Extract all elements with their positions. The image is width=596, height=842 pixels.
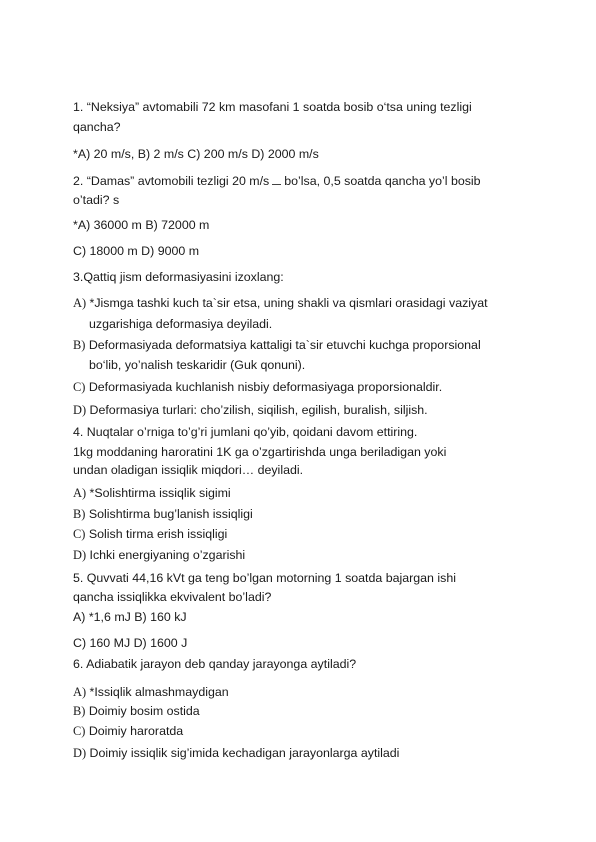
q4-d-prefix: D) xyxy=(73,548,87,562)
q6-title: 6. Adiabatik jarayon deb qanday jarayonga aytiladi? xyxy=(73,657,357,671)
q4-c-text: Solish tirma erish issiqligi xyxy=(85,527,228,541)
q5-line-1: 5. Quvvati 44,16 kVt ga teng bo’lgan motorning 1 soatda bajargan ishi xyxy=(73,571,456,585)
q3-option-b xyxy=(73,337,481,353)
q4-a-prefix: A) xyxy=(73,486,87,500)
q3-a-line-1: *Jismga tashki kuch ta`sir etsa, uning shakli va qismlari orasidagi vaziyat xyxy=(86,296,488,310)
q4-option-d xyxy=(73,547,245,563)
q5-line-2: qancha issiqlikka ekvivalent bo’ladi? xyxy=(73,590,272,604)
q6-c-prefix: C) xyxy=(73,724,86,738)
q3-b-line-1: Deformasiyada deformatsiya kattaligi ta`sir etuvchi kuchga proporsional xyxy=(85,338,481,352)
q3-b-prefix: B) xyxy=(73,338,86,352)
q2-line-1a: 2. “Damas” avtomobili tezligi 20 m/s xyxy=(73,174,270,188)
q2-options-1: *A) 36000 m B) 72000 m xyxy=(73,218,210,232)
q2-line-1b: bo’lsa, 0,5 soatda qancha yo’l bosib xyxy=(284,174,481,188)
q4-line-2: 1kg moddaning haroratini 1K ga o’zgartirishda unga beriladigan yoki xyxy=(73,445,447,459)
q4-option-b xyxy=(73,506,253,522)
q6-b-prefix: B) xyxy=(73,704,86,718)
q2-line-2: o’tadi? s xyxy=(73,193,120,207)
q4-b-text: Solishtirma bug’lanish issiqligi xyxy=(85,507,253,521)
q3-option-a xyxy=(73,295,488,311)
q3-d-prefix: D) xyxy=(73,403,87,417)
q6-b-text: Doimiy bosim ostida xyxy=(85,704,200,718)
q3-option-c xyxy=(73,379,442,395)
q3-b-line-2: bo‘lib, yo’nalish teskaridir (Guk qonuni). xyxy=(89,358,306,372)
q4-line-3: undan oladigan issiqlik miqdori… deyiladi. xyxy=(73,463,304,477)
q2-line-1 xyxy=(73,173,481,189)
q4-option-a xyxy=(73,485,231,501)
q5-options-2: C) 160 MJ D) 1600 J xyxy=(73,636,188,650)
q3-d-text: Deformasiya turlari: cho’zilish, siqilish, egilish, buralish, siljish. xyxy=(86,403,428,417)
q6-option-c xyxy=(73,723,183,739)
q6-option-a xyxy=(73,684,229,700)
q5-options-1: A) *1,6 mJ B) 160 kJ xyxy=(73,610,187,624)
q4-b-prefix: B) xyxy=(73,507,86,521)
q2-options-2: C) 18000 m D) 9000 m xyxy=(73,244,200,258)
q4-option-c xyxy=(73,526,227,542)
q6-d-prefix: D) xyxy=(73,746,87,760)
q3-option-d xyxy=(73,402,428,418)
q6-c-text: Doimiy haroratda xyxy=(85,724,184,738)
q1-line-1: 1. “Neksiya” avtomabili 72 km masofani 1 soatda bosib o‘tsa uning tezligi xyxy=(73,100,472,114)
q6-option-d xyxy=(73,745,399,761)
q4-c-prefix: C) xyxy=(73,527,86,541)
q6-a-prefix: A) xyxy=(73,685,87,699)
q6-option-b xyxy=(73,703,200,719)
blank-mark-icon xyxy=(272,180,281,185)
q1-line-2: qancha? xyxy=(73,120,121,134)
q4-a-text: *Solishtirma issiqlik sigimi xyxy=(86,486,231,500)
q3-a-prefix: A) xyxy=(73,296,87,310)
q4-d-text: Ichki energiyaning o’zgarishi xyxy=(86,548,246,562)
q6-d-text: Doimiy issiqlik sig’imida kechadigan jarayonlarga aytiladi xyxy=(86,746,400,760)
q3-c-text: Deformasiyada kuchlanish nisbiy deformasiyaga proporsionaldir. xyxy=(85,380,443,394)
q3-title: 3.Qattiq jism deformasiyasini izoxlang: xyxy=(73,270,284,284)
q3-a-line-2: uzgarishiga deformasiya deyiladi. xyxy=(89,317,273,331)
q6-a-text: *Issiqlik almashmaydigan xyxy=(86,685,229,699)
q4-title: 4. Nuqtalar o’rniga to’g’ri jumlani qo’yib, qoidani davom ettiring. xyxy=(73,425,418,439)
q3-c-prefix: C) xyxy=(73,380,86,394)
q1-options: *A) 20 m/s, B) 2 m/s C) 200 m/s D) 2000 m/s xyxy=(73,147,319,161)
